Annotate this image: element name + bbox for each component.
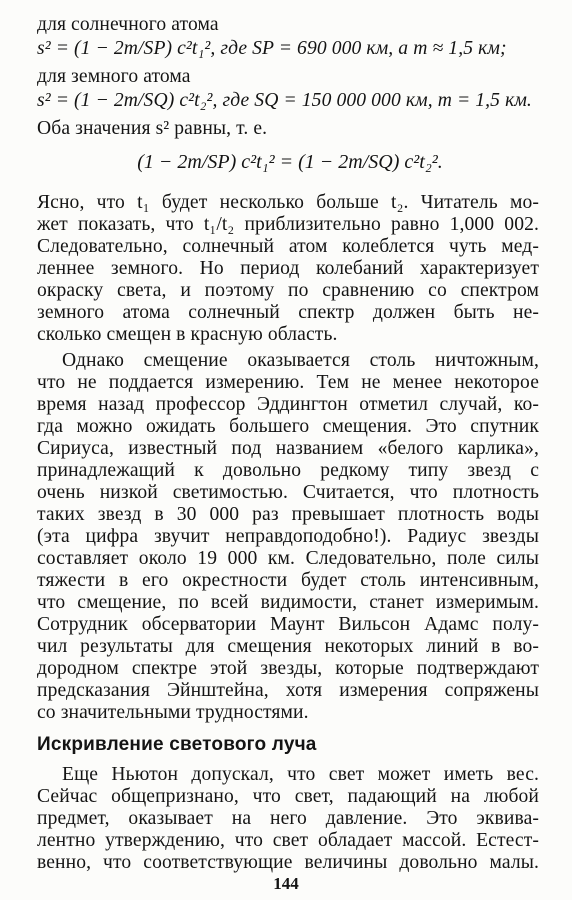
sun-atom-equation: s² = (1 − 2m/SP) c²t₁², где SP = 690 000 км, а m ≈ 1,5 км; [37,38,507,59]
paragraph-line: Ясно, что t₁ будет несколько больше t₂. Читатель мо- [37,192,539,213]
paragraph-line: что не поддается измерению. Тем не менее некоторое [37,372,539,393]
paragraph-line: составляет около 19 000 км. Следовательно, поле силы [37,548,539,569]
paragraph-line: Однако смещение оказывается столь ничтожным, [62,350,539,371]
paragraph-line: венно, что соответствующие величины довольно малы. [37,852,539,873]
paragraph-line: Сейчас общепризнано, что свет, падающий на любой [37,786,539,807]
paragraph-line: чил результаты для смещения некоторых линий в во- [37,636,539,657]
paragraph-line: предсказания Эйнштейна, хотя измерения сопряжены [37,680,539,701]
section-heading: Искривление светового луча [37,734,317,755]
paragraph-line: гда можно ожидать большего смещения. Это спутник [37,416,539,437]
earth-atom-label: для земного атома [37,66,191,87]
paragraph-line: Еще Ньютон допускал, что свет может иметь вес. [62,764,539,785]
equality-formula: (1 − 2m/SP) c²t₁² = (1 − 2m/SQ) c²t₂². [137,151,443,173]
paragraph-line: лентно утверждению, что свет обладает массой. Естест- [37,830,539,851]
paragraph-line: Сириуса, известный под названием «белого карлика», [37,438,539,459]
paragraph-line: предмет, оказывает на него давление. Это эквива- [37,808,539,829]
paragraph-line: Следовательно, солнечный атом колеблется чуть мед- [37,236,539,257]
paragraph-line: земного атома солнечный спектр должен быть не- [37,302,539,323]
paragraph-line: со значительными трудностями. [37,702,309,723]
paragraph-line: очень низкой светимостью. Считается, что плотность [37,482,539,503]
paragraph-line: окраску света, и поэтому по сравнению со спектром [37,280,539,301]
paragraph-line: Сотрудник обсерватории Маунт Вильсон Адамс полу- [37,614,539,635]
paragraph-line: (эта цифра звучит неправдоподобно!). Радиус звезды [37,526,539,547]
paragraph-line: таких звезд в 30 000 раз превышает плотность воды [37,504,539,525]
paragraph-line: принадлежащий к довольно редкому типу звезд с [37,460,539,481]
equal-values-line: Оба значения s² равны, т. е. [37,118,268,139]
earth-atom-equation: s² = (1 − 2m/SQ) c²t₂², где SQ = 150 000 000 км, m = 1,5 км. [37,90,532,111]
paragraph-line: что смещение, по всей видимости, станет измеримым. [37,592,539,613]
paragraph-line: тяжести в его окрестности будет столь интенсивным, [37,570,539,591]
paragraph-line: дородном спектре этой звезды, которые подтверждают [37,658,539,679]
sun-atom-label: для солнечного атома [37,14,219,35]
paragraph-line: время назад профессор Эддингтон отметил случай, ко- [37,394,539,415]
paragraph-line: сколько смещен в красную область. [37,324,338,345]
paragraph-line: жет показать, что t₁/t₂ приблизительно равно 1,000 002. [37,214,539,235]
page-number: 144 [273,874,299,893]
paragraph-line: леннее земного. Но период колебаний характеризует [37,258,539,279]
